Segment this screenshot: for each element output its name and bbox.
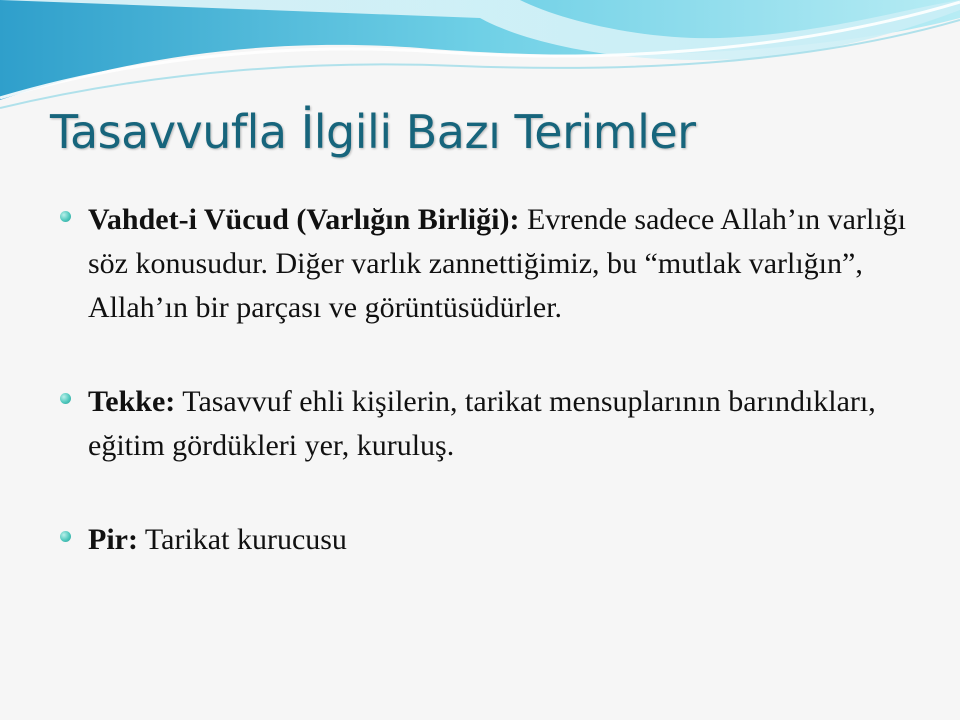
slide-title: Tasavvufla İlgili Bazı Terimler	[50, 105, 696, 159]
bullet-term: Vahdet-i Vücud (Varlığın Birliği):	[88, 203, 520, 236]
bullet-term: Pir:	[88, 523, 138, 556]
bullet-item-vahdet-i-vucud	[60, 198, 920, 330]
bullet-term: Tekke:	[88, 385, 176, 418]
bullet-text: Tarikat kurucusu	[137, 523, 347, 556]
bullet-list	[60, 198, 920, 562]
bullet-dot-icon	[60, 211, 71, 222]
bullet-dot-icon	[60, 531, 71, 542]
bullet-text: Tasavvuf ehli kişilerin, tarikat mensuplarının barındıkları, eğitim gördükleri yer, kuruluş.	[88, 385, 876, 462]
bullet-dot-icon	[60, 393, 71, 404]
bullet-item-pir	[60, 518, 920, 562]
bullet-text: Evrende sadece Allah’ın varlığı söz konusudur. Diğer varlık zannettiğimiz, bu “mutlak varlığın”, Allah’ın bir parçası ve görüntüsüdürler.	[88, 203, 906, 324]
bullet-item-tekke	[60, 380, 920, 468]
